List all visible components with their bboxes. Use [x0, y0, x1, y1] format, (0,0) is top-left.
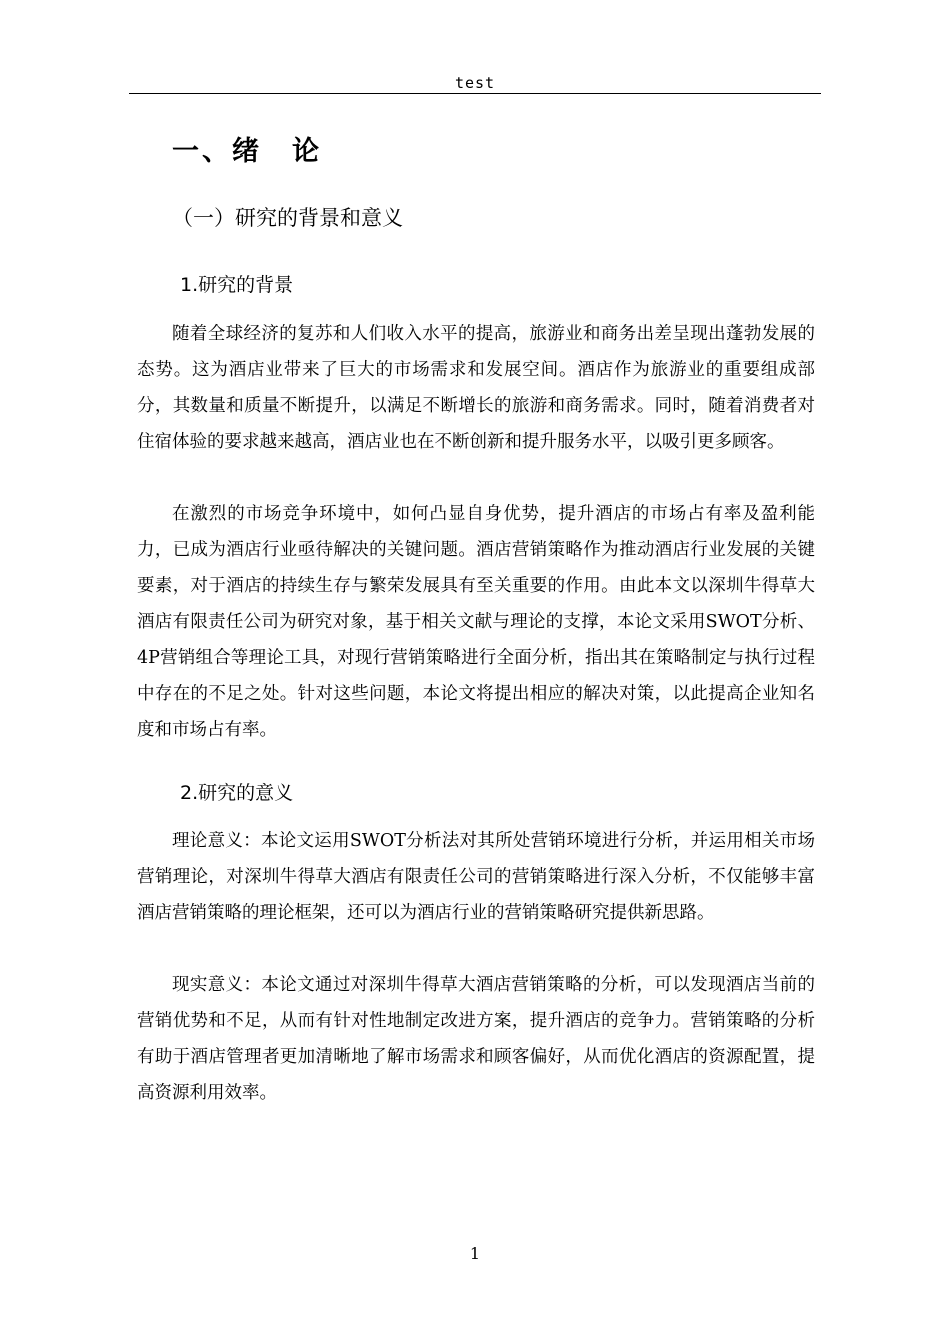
subsection-title-background: 1.研究的背景 [180, 274, 294, 296]
paragraph-significance-1: 理论意义：本论文运用SWOT分析法对其所处营销环境进行分析，并运用相关市场营销理论，对深圳牛得草大酒店有限责任公司的营销策略进行深入分析，不仅能够丰富酒店营销策略的理论框架，还可以为酒店行业的营销策略研究提供新思路。 [137, 831, 815, 923]
page-header: test [454, 74, 496, 92]
section-title: （一）研究的背景和意义 [172, 206, 403, 230]
chapter-title: 一、绪 论 [172, 136, 322, 167]
subsection-title-significance: 2.研究的意义 [180, 782, 294, 804]
page-number: 1 [469, 1244, 481, 1263]
header-rule [129, 93, 821, 94]
paragraph-background-2: 在激烈的市场竞争环境中，如何凸显自身优势，提升酒店的市场占有率及盈利能力，已成为酒店行业亟待解决的关键问题。酒店营销策略作为推动酒店行业发展的关键要素，对于酒店的持续生存与繁荣发展具有至关重要的作用。由此本文以深圳牛得草大酒店有限责任公司为研究对象，基于相关文献与理论的支撑，本论文采用SWOT分析、4P营销组合等理论工具，对现行营销策略进行全面分析，指出其在策略制定与执行过程中存在的不足之处。针对这些问题，本论文将提出相应的解决对策，以此提高企业知名度和市场占有率。 [137, 504, 815, 740]
paragraph-significance-2: 现实意义：本论文通过对深圳牛得草大酒店营销策略的分析，可以发现酒店当前的营销优势和不足，从而有针对性地制定改进方案，提升酒店的竞争力。营销策略的分析有助于酒店管理者更加清晰地了解市场需求和顾客偏好，从而优化酒店的资源配置，提高资源利用效率。 [137, 975, 815, 1103]
paragraph-background-1: 随着全球经济的复苏和人们收入水平的提高，旅游业和商务出差呈现出蓬勃发展的态势。这为酒店业带来了巨大的市场需求和发展空间。酒店作为旅游业的重要组成部分，其数量和质量不断提升，以满足不断增长的旅游和商务需求。同时，随着消费者对住宿体验的要求越来越高，酒店业也在不断创新和提升服务水平，以吸引更多顾客。 [137, 324, 815, 452]
